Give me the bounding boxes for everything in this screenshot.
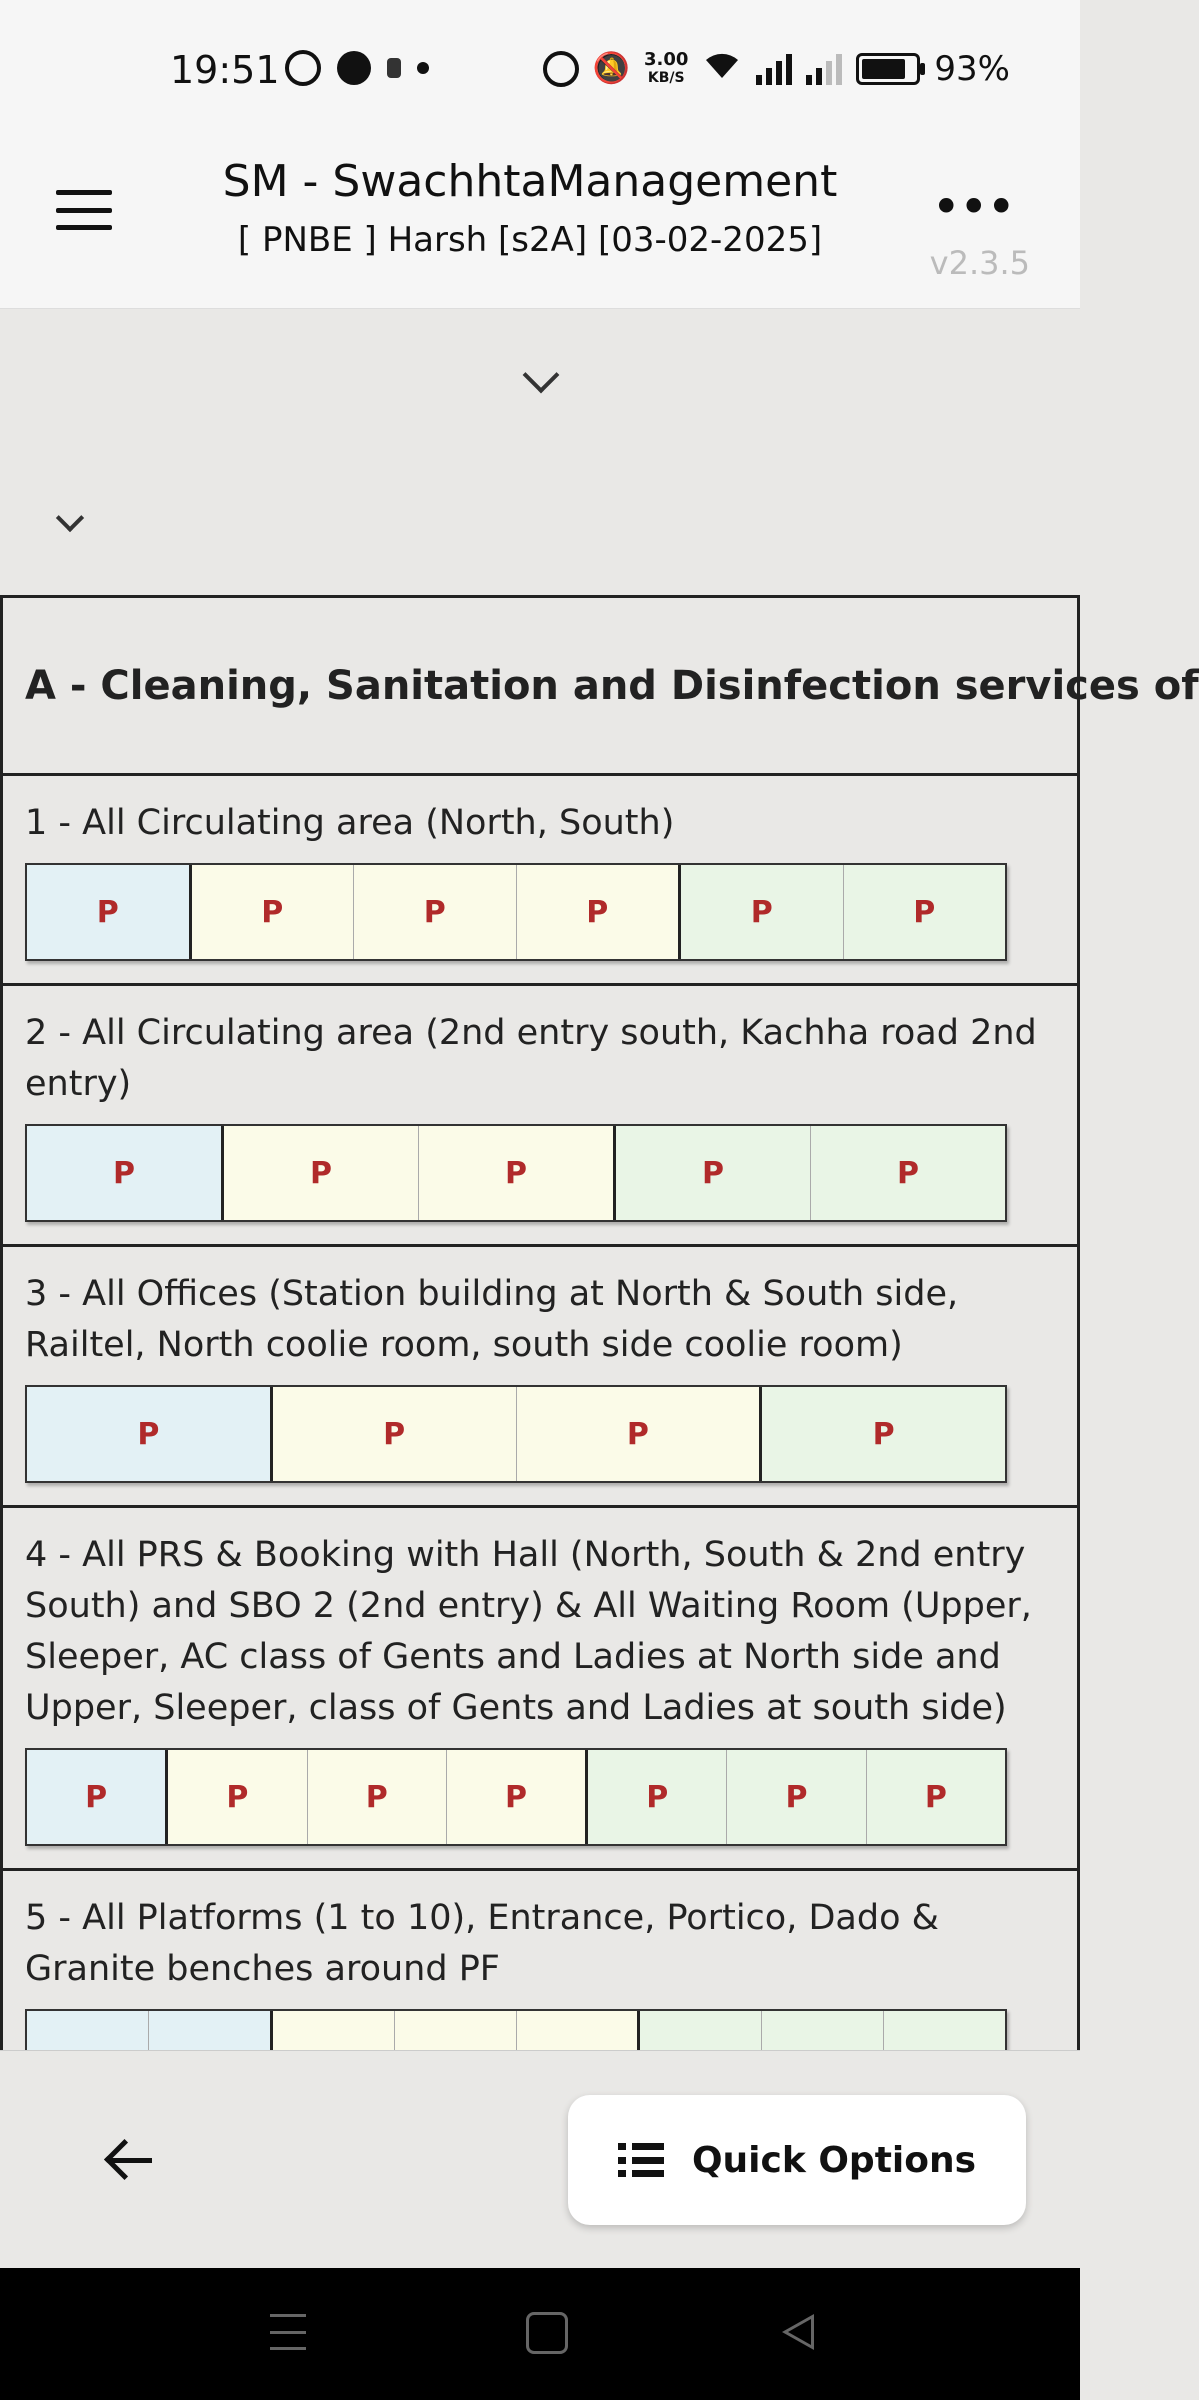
section-header: A - Cleaning, Sanitation and Disinfection services of <box>3 598 1077 776</box>
checklist-item <box>3 1247 1077 1508</box>
chevron-down-icon[interactable] <box>523 357 560 394</box>
chevron-down-icon[interactable] <box>56 504 84 532</box>
status-bar-row <box>25 1748 1007 1846</box>
item-list <box>3 776 1077 2132</box>
status-cell[interactable]: P <box>726 1750 865 1844</box>
status-cell[interactable]: P <box>843 865 1006 959</box>
system-nav-bar <box>0 2268 1080 2400</box>
checklist-item <box>3 776 1077 986</box>
status-cell[interactable]: P <box>353 865 516 959</box>
app-version: v2.3.5 <box>929 244 1030 282</box>
item-title: 5 - All Platforms (1 to 10), Entrance, Portico, Dado & Granite benches around PF <box>25 1898 939 1989</box>
status-cell[interactable]: P <box>27 1750 165 1844</box>
status-cell[interactable]: P <box>810 1126 1005 1220</box>
app-title: SM - SwachhtaManagement <box>222 156 838 207</box>
vpn-icon <box>387 58 401 78</box>
signal-icon <box>756 53 792 85</box>
net-speed-unit: KB/S <box>647 69 685 86</box>
status-cell[interactable]: P <box>270 1387 516 1481</box>
recent-apps-icon[interactable] <box>270 2314 306 2350</box>
more-options-icon[interactable]: ••• <box>931 178 1014 236</box>
status-cell[interactable]: P <box>27 865 189 959</box>
status-cell[interactable]: P <box>27 1126 221 1220</box>
signal-icon <box>806 53 842 85</box>
net-speed-value: 3.00 <box>644 48 689 70</box>
status-bar-row <box>25 863 1007 961</box>
section-card <box>0 595 1199 2135</box>
notification-icons <box>285 50 429 86</box>
quick-options-label: Quick Options <box>691 2139 977 2181</box>
status-cell[interactable]: P <box>418 1126 613 1220</box>
status-cell[interactable]: P <box>759 1387 1005 1481</box>
status-cell[interactable]: P <box>585 1750 726 1844</box>
status-cell[interactable]: P <box>516 865 679 959</box>
status-cell[interactable]: P <box>866 1750 1005 1844</box>
status-cell[interactable]: P <box>165 1750 306 1844</box>
mute-icon: 🔕 <box>592 51 630 86</box>
home-icon[interactable] <box>526 2312 568 2354</box>
hamburger-menu-icon[interactable] <box>56 190 112 230</box>
app-bar <box>0 140 1080 309</box>
item-title: 3 - All Offices (Station building at North & South side, Railtel, North coolie room, south side coolie room) <box>25 1274 959 1365</box>
status-cell[interactable]: P <box>678 865 843 959</box>
dot-icon <box>417 62 429 74</box>
status-time: 19:51 <box>170 48 280 92</box>
back-arrow-icon[interactable] <box>100 2131 160 2191</box>
status-cell[interactable]: P <box>446 1750 585 1844</box>
battery-icon <box>856 53 920 85</box>
wifi-icon <box>702 48 742 89</box>
system-icons <box>543 48 1010 89</box>
status-cell[interactable]: P <box>221 1126 418 1220</box>
whatsapp-icon <box>285 50 321 86</box>
list-icon <box>618 2143 664 2177</box>
status-cell[interactable]: P <box>516 1387 760 1481</box>
battery-percent: 93% <box>934 48 1010 89</box>
item-title: 1 - All Circulating area (North, South) <box>25 803 675 843</box>
alarm-icon <box>543 51 579 87</box>
status-bar-row <box>25 1124 1007 1222</box>
status-cell[interactable]: P <box>307 1750 446 1844</box>
app-subtitle: [ PNBE ] Harsh [s2A] [03-02-2025] <box>237 220 823 260</box>
bottom-action-bar <box>0 2050 1080 2269</box>
play-icon <box>337 51 371 85</box>
net-speed <box>644 48 689 87</box>
status-bar-row <box>25 1385 1007 1483</box>
nav-back-icon[interactable] <box>782 2314 814 2350</box>
item-title: 4 - All PRS & Booking with Hall (North, South & 2nd entry South) and SBO 2 (2nd entry) & All Waiting Room (Upper, Sleeper, AC class of Gents and Ladies at North side and Upper, Sleeper, class of Gents and Ladies at south side) <box>25 1535 1032 1728</box>
status-bar <box>0 0 1080 140</box>
checklist-item <box>3 986 1077 1247</box>
status-cell[interactable]: P <box>189 865 354 959</box>
checklist-content <box>0 595 1199 2050</box>
item-title: 2 - All Circulating area (2nd entry south, Kachha road 2nd entry) <box>25 1013 1037 1104</box>
status-cell[interactable]: P <box>613 1126 810 1220</box>
status-cell[interactable]: P <box>27 1387 270 1481</box>
quick-options-button[interactable] <box>568 2095 1026 2225</box>
checklist-item <box>3 1508 1077 1871</box>
